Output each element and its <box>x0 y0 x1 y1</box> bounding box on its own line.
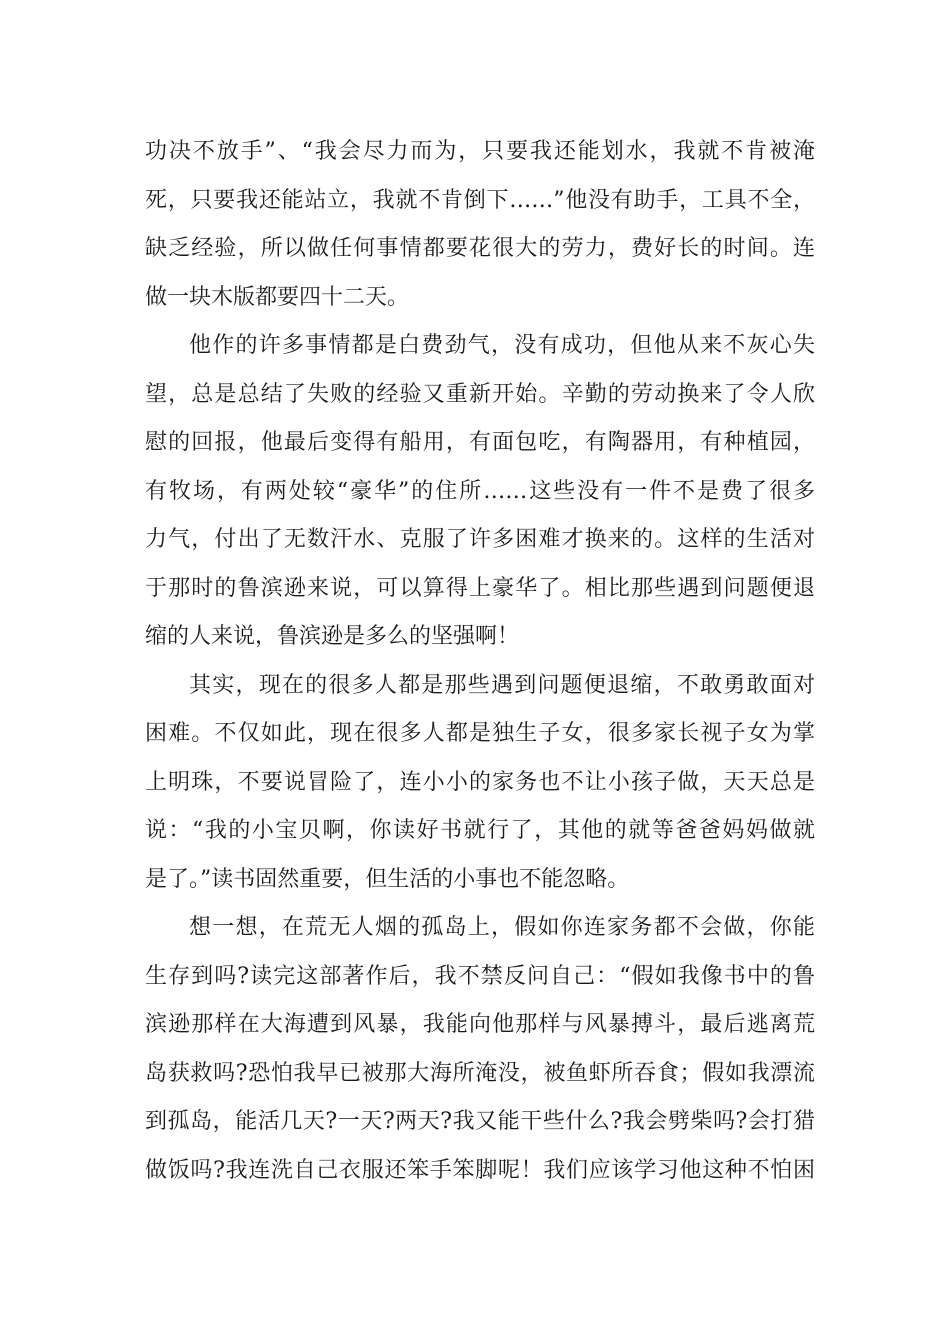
text-line: 岛获救吗?恐怕我早已被那大海所淹没，被鱼虾所吞食；假如我漂流 <box>145 1060 815 1086</box>
text-line: 力气，付出了无数汗水、克服了许多困难才换来的。这样的生活对 <box>145 527 815 552</box>
document-body <box>145 128 815 1195</box>
text-line: 是了。”读书固然重要，但生活的小事也不能忽略。 <box>145 866 630 892</box>
text-line: 望，总是总结了失败的经验又重新开始。辛勤的劳动换来了令人欣 <box>145 381 815 407</box>
text-line: 困难。不仅如此，现在很多人都是独生子女，很多家长视子女为掌 <box>145 721 815 746</box>
paragraph-first-line: 其实，现在的很多人都是那些遇到问题便退缩，不敢勇敢面对 <box>189 672 815 698</box>
text-line: 缺乏经验，所以做任何事情都要花很大的劳力，费好长的时间。连 <box>145 236 815 261</box>
text-line: 滨逊那样在大海遭到风暴，我能向他那样与风暴搏斗，最后逃离荒 <box>145 1012 815 1037</box>
text-line: 做一块木版都要四十二天。 <box>145 284 410 310</box>
text-line: 于那时的鲁滨逊来说，可以算得上豪华了。相比那些遇到问题便退 <box>145 575 815 601</box>
text-line: 功决不放手”、“我会尽力而为，只要我还能划水，我就不肯被淹 <box>145 139 815 164</box>
text-line: 上明珠，不要说冒险了，连小小的家务也不让小孩子做，天天总是 <box>145 769 815 795</box>
paragraph-first-line: 他作的许多事情都是白费劲气，没有成功，但他从来不灰心失 <box>189 333 815 358</box>
text-line: 有牧场，有两处较“豪华”的住所……这些没有一件不是费了很多 <box>145 478 815 504</box>
text-line: 慰的回报，他最后变得有船用，有面包吃，有陶器用，有种植园， <box>145 430 815 455</box>
text-line: 到孤岛，能活几天?一天?两天?我又能干些什么?我会劈柴吗?会打猎 <box>145 1109 815 1134</box>
paragraph-first-line: 想一想，在荒无人烟的孤岛上，假如你连家务都不会做，你能 <box>189 915 815 940</box>
text-line: 缩的人来说，鲁滨逊是多么的坚强啊！ <box>145 624 520 649</box>
text-line: 死，只要我还能站立，我就不肯倒下……”他没有助手，工具不全， <box>145 187 815 213</box>
text-line: 说：“我的小宝贝啊，你读好书就行了，其他的就等爸爸妈妈做就 <box>145 818 815 843</box>
text-line: 生存到吗?读完这部著作后，我不禁反问自己：“假如我像书中的鲁 <box>145 963 815 989</box>
text-line: 做饭吗?我连洗自己衣服还笨手笨脚呢！我们应该学习他这种不怕困 <box>145 1157 815 1183</box>
